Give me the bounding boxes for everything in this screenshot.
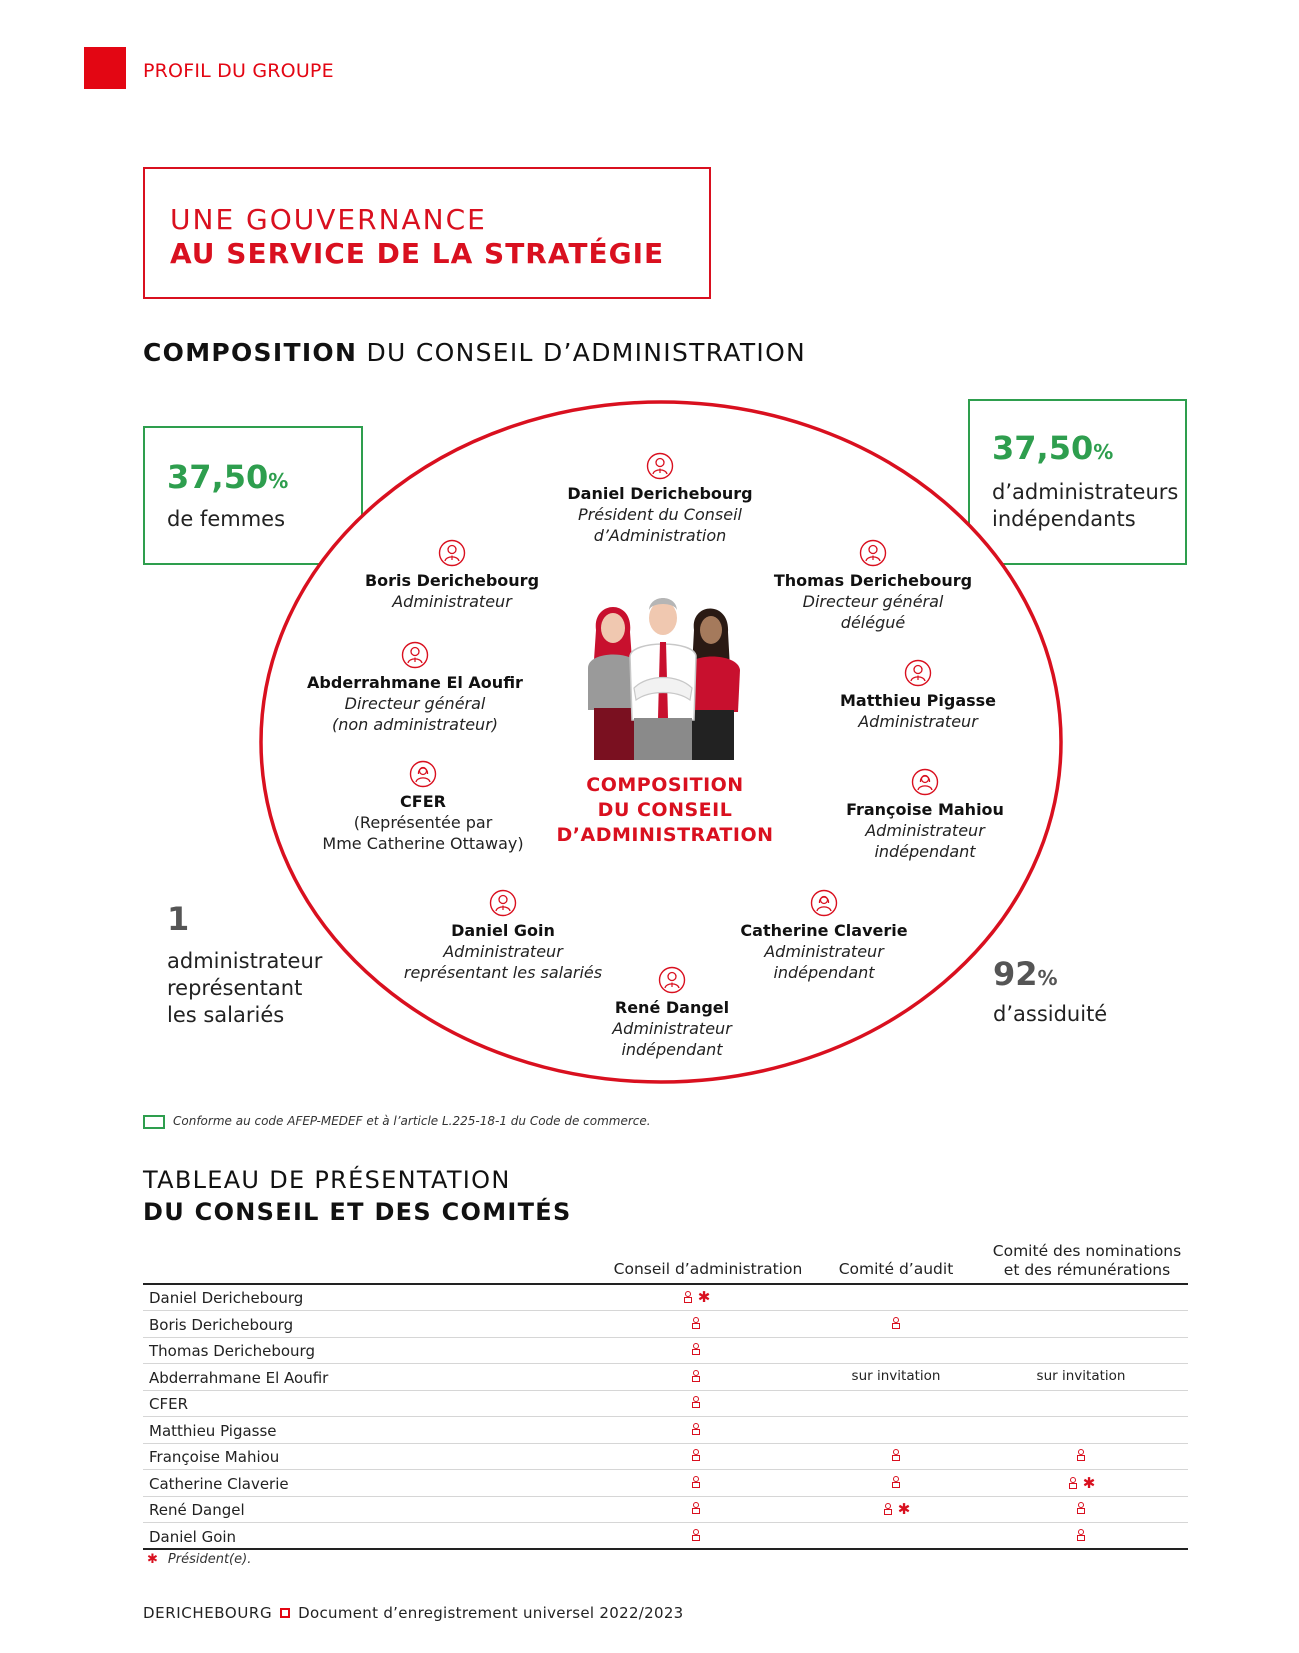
member-abderrahmane-el-aoufir (285, 641, 545, 735)
table-cell-nominations (1006, 1341, 1156, 1361)
member-icon (1075, 1448, 1087, 1462)
table-cell-audit (821, 1421, 971, 1441)
table-cell-audit (821, 1288, 971, 1308)
stat-independent-unit: % (1093, 440, 1114, 464)
table-cell-board (621, 1394, 771, 1414)
composition-heading-bold: COMPOSITION (143, 338, 358, 367)
member-name: Thomas Derichebourg (773, 571, 973, 590)
woman-icon (810, 889, 838, 917)
member-name: CFER (400, 792, 446, 811)
president-star: ✱ (897, 1500, 911, 1518)
table-cell-text: sur invitation (1036, 1367, 1126, 1384)
stat-independent-label-1: d’administrateurs (992, 480, 1179, 504)
table-row-name: Daniel Derichebourg (149, 1289, 304, 1307)
member-icon (1075, 1501, 1087, 1515)
member-name: Daniel Goin (451, 921, 555, 940)
footer-brand: DERICHEBOURG (143, 1604, 273, 1622)
title-line-2: AU SERVICE DE LA STRATÉGIE (170, 237, 665, 270)
table-row-name: Françoise Mahiou (149, 1448, 280, 1466)
column-header-board: Conseil d’administration (613, 1260, 803, 1278)
table-cell-audit (821, 1500, 971, 1520)
table-row-name: Catherine Claverie (149, 1474, 289, 1493)
man-icon (859, 539, 887, 567)
table-row (143, 1338, 1188, 1364)
table-row (143, 1524, 1188, 1550)
member-role: (non administrateur) (331, 715, 499, 734)
member-role: indépendant (773, 963, 875, 982)
footnote (147, 1552, 251, 1567)
member-name: Daniel Derichebourg (567, 484, 753, 503)
member-icon (690, 1342, 702, 1356)
member-thomas-derichebourg (743, 539, 1003, 633)
legend (143, 1114, 651, 1129)
member-role: (Représentée par (353, 813, 493, 832)
member-icon (690, 1501, 702, 1515)
member-rene-dangel (542, 966, 802, 1060)
table-cell-board (621, 1368, 771, 1388)
member-role: délégué (840, 613, 906, 632)
table-cell-nominations (1006, 1368, 1156, 1388)
stat-women-label: de femmes (167, 507, 286, 531)
member-role: Mme Catherine Ottaway) (322, 834, 524, 853)
member-role: indépendant (874, 842, 976, 861)
member-role: Administrateur (858, 712, 978, 731)
footer (143, 1604, 684, 1622)
member-icon (690, 1316, 702, 1330)
stat-women-unit: % (268, 469, 289, 493)
composition-heading (143, 338, 806, 367)
member-name: René Dangel (614, 998, 730, 1017)
table-cell-nominations (1006, 1421, 1156, 1441)
member-role: d’Administration (593, 526, 727, 545)
stat-employee-label-3: les salariés (167, 1003, 285, 1027)
table-cell-board (621, 1421, 771, 1441)
stat-attendance (993, 955, 1107, 1028)
footnote-star: ✱ (147, 1552, 158, 1567)
table-row (143, 1312, 1188, 1338)
table-row (143, 1285, 1188, 1311)
member-role: Administrateur (764, 942, 884, 961)
center-title-line: COMPOSITION (586, 774, 744, 796)
member-matthieu-pigasse (788, 659, 1048, 732)
stat-employee-representative (167, 900, 322, 1029)
table-cell-nominations (1006, 1474, 1156, 1494)
table-cell-board (621, 1474, 771, 1494)
member-role: indépendant (621, 1040, 723, 1059)
table-cell-text: sur invitation (851, 1367, 941, 1384)
member-role: Administrateur (443, 942, 563, 961)
column-header-nominations-line: Comité des nominations (992, 1242, 1182, 1260)
table-row-name: CFER (149, 1395, 189, 1413)
man-icon (658, 966, 686, 994)
member-icon (682, 1290, 694, 1304)
member-boris-derichebourg (322, 539, 582, 612)
table-row-name: René Dangel (149, 1501, 245, 1519)
table-cell-nominations (1006, 1527, 1156, 1547)
stat-employee-label-1: administrateur (167, 949, 323, 973)
table-cell-board (621, 1341, 771, 1361)
table-cell-audit (821, 1394, 971, 1414)
stat-women-value: 37,50 (167, 458, 269, 496)
member-francoise-mahiou (795, 768, 1055, 862)
table-row-name: Abderrahmane El Aoufir (149, 1368, 329, 1387)
table-heading-line-1: TABLEAU DE PRÉSENTATION (143, 1166, 511, 1194)
composition-heading-rest: DU CONSEIL D’ADMINISTRATION (357, 338, 807, 367)
table-row (143, 1418, 1188, 1444)
woman-icon (911, 768, 939, 796)
footer-separator (280, 1608, 290, 1618)
table-cell-audit (821, 1447, 971, 1467)
table-cell-board (621, 1527, 771, 1547)
title-box (143, 167, 711, 299)
center-title-line: DU CONSEIL (597, 799, 733, 821)
member-icon (1075, 1528, 1087, 1542)
stat-independent-value: 37,50 (992, 429, 1094, 467)
member-role: Directeur général (344, 694, 486, 713)
footnote-text: Président(e). (167, 1552, 252, 1567)
title-line-1: UNE GOUVERNANCE (170, 203, 487, 236)
legend-text: Conforme au code AFEP-MEDEF et à l’article L.225-18-1 du Code de commerce. (173, 1114, 651, 1128)
man-icon (646, 452, 674, 480)
section-label: PROFIL DU GROUPE (143, 60, 334, 82)
member-daniel-derichebourg (530, 452, 790, 546)
member-name: Boris Derichebourg (364, 571, 540, 590)
table-row-name: Matthieu Pigasse (149, 1421, 277, 1440)
table-cell-board (621, 1315, 771, 1335)
center-title-line: D’ADMINISTRATION (556, 824, 774, 846)
member-icon (1067, 1476, 1079, 1490)
member-name: Françoise Mahiou (846, 800, 1004, 819)
member-icon (890, 1316, 902, 1330)
table-row-name: Boris Derichebourg (149, 1315, 294, 1334)
table-cell-nominations (1006, 1288, 1156, 1308)
center-title (540, 773, 790, 848)
member-icon (882, 1502, 894, 1516)
table-cell-audit (821, 1474, 971, 1494)
table-row-name: Thomas Derichebourg (149, 1342, 315, 1360)
member-role: représentant les salariés (403, 963, 603, 982)
table-row (143, 1471, 1188, 1497)
member-icon (690, 1422, 702, 1436)
member-role: Administrateur (392, 592, 512, 611)
stat-attendance-label: d’assiduité (993, 1002, 1108, 1026)
table-cell-audit (821, 1368, 971, 1388)
member-name: Matthieu Pigasse (839, 691, 997, 710)
footer-document: Document d’enregistrement universel 2022/2023 (298, 1604, 684, 1622)
member-name: Catherine Claverie (740, 921, 908, 940)
member-icon (690, 1395, 702, 1409)
member-icon (690, 1528, 702, 1542)
man-icon (904, 659, 932, 687)
man-icon (438, 539, 466, 567)
member-icon (690, 1475, 702, 1489)
woman-icon (409, 760, 437, 788)
table-cell-nominations (1006, 1500, 1156, 1520)
column-header-audit: Comité d’audit (838, 1260, 954, 1278)
table-cell-nominations (1006, 1315, 1156, 1335)
table-heading-line-2: DU CONSEIL ET DES COMITÉS (143, 1198, 572, 1226)
member-role: Président du Conseil (578, 505, 742, 524)
board-group-illustration (578, 590, 748, 760)
member-cfer (293, 760, 553, 854)
column-header-nominations (981, 1242, 1193, 1280)
man-icon (489, 889, 517, 917)
member-icon (890, 1448, 902, 1462)
table-row-name: Daniel Goin (149, 1527, 237, 1546)
member-name: Abderrahmane El Aoufir (307, 673, 523, 692)
stat-attendance-value: 92 (993, 955, 1038, 993)
legend-swatch (143, 1115, 165, 1129)
stat-attendance-unit: % (1037, 966, 1058, 990)
table-cell-board (621, 1288, 771, 1308)
president-star: ✱ (697, 1288, 711, 1306)
stat-employee-label-2: représentant (167, 976, 303, 1000)
section-marker (84, 47, 126, 89)
president-star: ✱ (1082, 1473, 1096, 1492)
stat-independent-label-2: indépendants (992, 507, 1136, 531)
member-icon (690, 1448, 702, 1462)
table-cell-board (621, 1447, 771, 1467)
table-cell-audit (821, 1315, 971, 1335)
table-heading (143, 1164, 572, 1228)
table-row (143, 1497, 1188, 1523)
table-row (143, 1365, 1188, 1391)
member-icon (890, 1475, 902, 1489)
column-header-nominations-line: et des rémunérations (1003, 1261, 1171, 1279)
member-icon (690, 1369, 702, 1383)
member-role: Administrateur (612, 1019, 732, 1038)
table-row (143, 1391, 1188, 1417)
stat-employee-value: 1 (167, 900, 190, 938)
member-role: Administrateur (865, 821, 985, 840)
table-row (143, 1444, 1188, 1470)
member-role: Directeur général (802, 592, 944, 611)
table-cell-nominations (1006, 1447, 1156, 1467)
table-cell-audit (821, 1527, 971, 1547)
table-cell-board (621, 1500, 771, 1520)
table-cell-audit (821, 1341, 971, 1361)
table-cell-nominations (1006, 1394, 1156, 1414)
man-icon (401, 641, 429, 669)
